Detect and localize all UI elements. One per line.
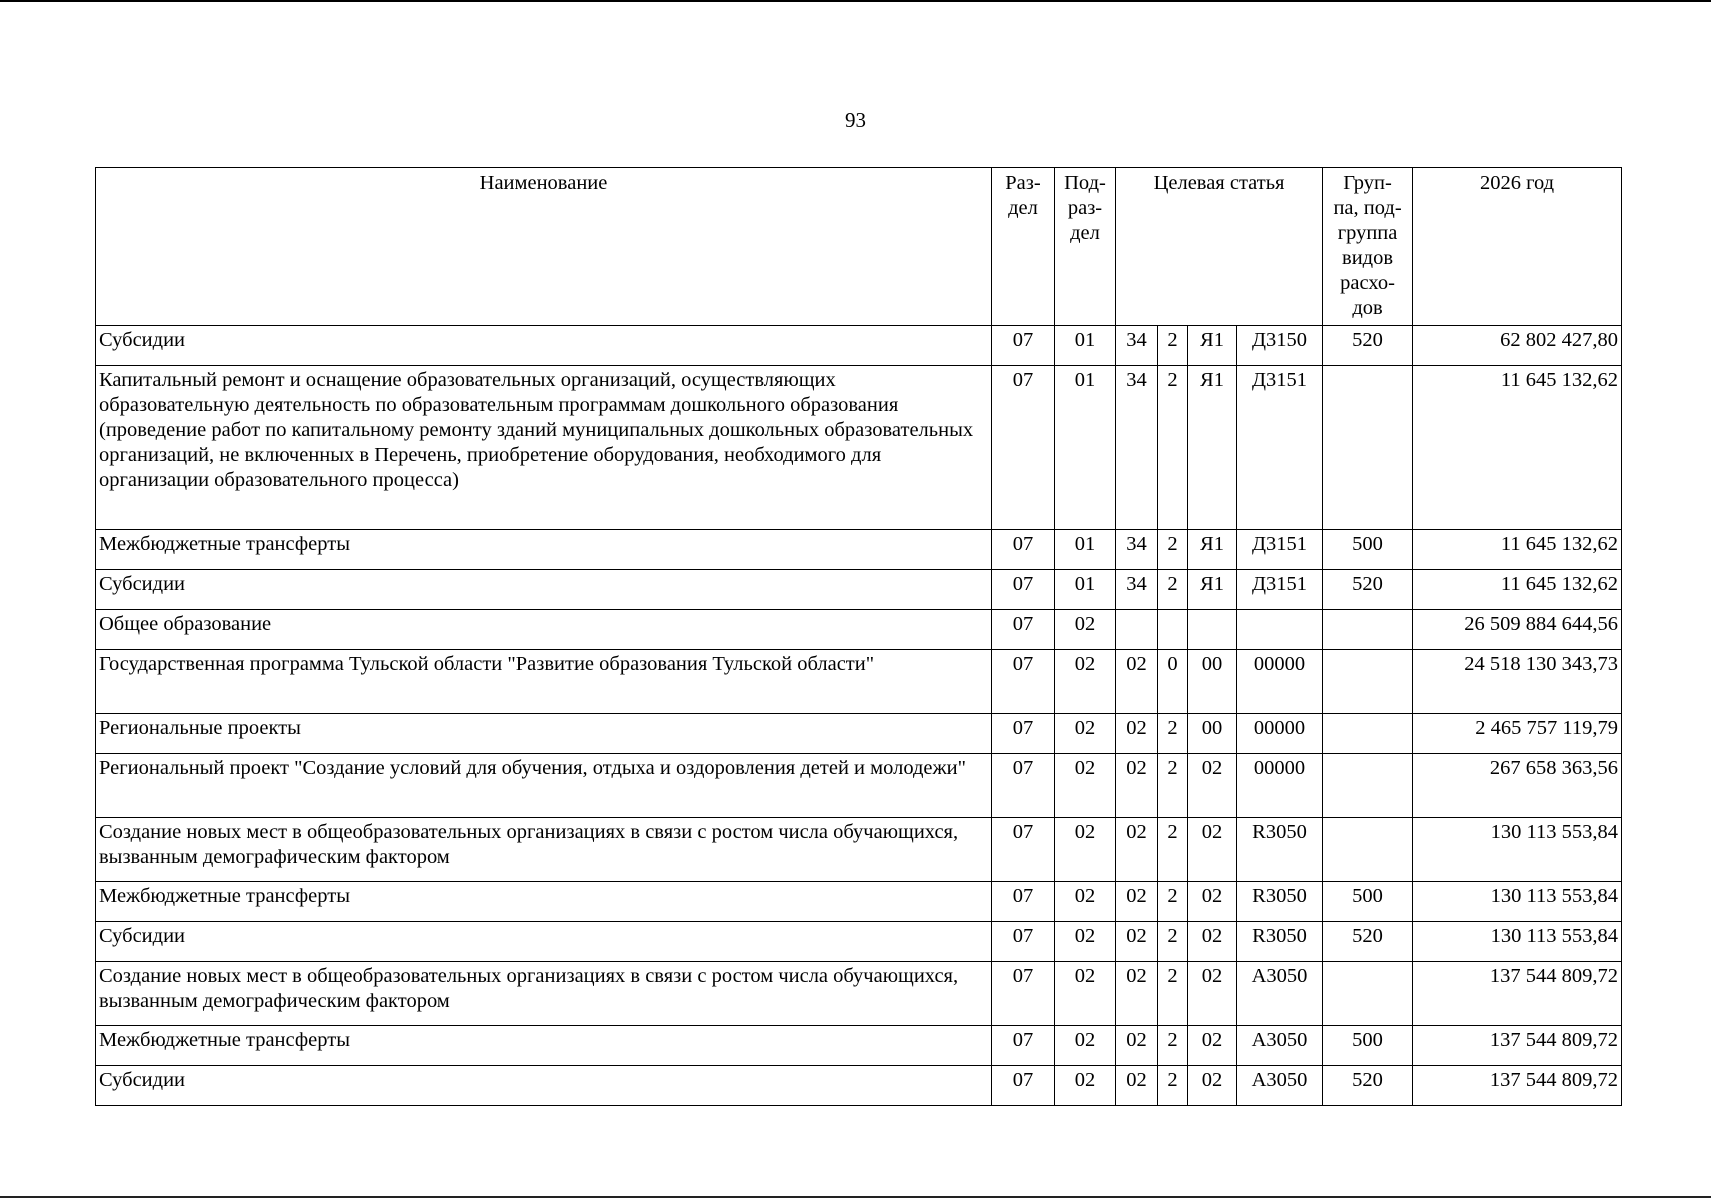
table-row [96,754,1622,818]
row-target-direction: 00 [1188,714,1237,754]
row-expense-group: 520 [1323,570,1413,610]
row-section: 07 [992,570,1055,610]
row-section: 07 [992,754,1055,818]
row-expense-group: 520 [1323,326,1413,366]
row-target-direction: Я1 [1188,570,1237,610]
header-subsection: Под- раз- дел [1055,168,1116,326]
table-row [96,962,1622,1026]
row-target-direction: 02 [1188,1066,1237,1106]
row-section: 07 [992,818,1055,882]
row-section: 07 [992,1026,1055,1066]
row-amount: 11 645 132,62 [1413,570,1622,610]
row-target-type: 2 [1158,326,1188,366]
row-subsection: 02 [1055,922,1116,962]
row-target-direction: 02 [1188,754,1237,818]
row-expense-group [1323,650,1413,714]
row-target-code: 00000 [1237,714,1323,754]
row-target-direction: 02 [1188,922,1237,962]
row-target-code: 00000 [1237,754,1323,818]
row-target-direction: Я1 [1188,326,1237,366]
row-amount: 62 802 427,80 [1413,326,1622,366]
table-row [96,366,1622,530]
row-amount: 130 113 553,84 [1413,922,1622,962]
table-row [96,326,1622,366]
row-target-direction: 02 [1188,962,1237,1026]
row-section: 07 [992,326,1055,366]
row-amount: 137 544 809,72 [1413,1026,1622,1066]
row-section: 07 [992,610,1055,650]
row-target-direction: Я1 [1188,366,1237,530]
row-subsection: 02 [1055,882,1116,922]
row-target-type: 2 [1158,366,1188,530]
row-target-type: 2 [1158,714,1188,754]
row-target-direction: 02 [1188,818,1237,882]
row-section: 07 [992,962,1055,1026]
row-subsection: 01 [1055,570,1116,610]
row-amount: 2 465 757 119,79 [1413,714,1622,754]
row-amount: 26 509 884 644,56 [1413,610,1622,650]
row-name: Субсидии [96,326,992,366]
row-target-code: Д3151 [1237,366,1323,530]
row-target-direction: Я1 [1188,530,1237,570]
row-subsection: 01 [1055,326,1116,366]
page-number: 93 [845,108,866,132]
row-section: 07 [992,922,1055,962]
row-target-code: А3050 [1237,962,1323,1026]
scan-edge-bottom [0,1196,1711,1198]
row-subsection: 01 [1055,366,1116,530]
row-subsection: 02 [1055,754,1116,818]
row-expense-group [1323,818,1413,882]
row-section: 07 [992,714,1055,754]
row-target-program: 02 [1116,650,1158,714]
row-section: 07 [992,530,1055,570]
header-expense-group: Груп- па, под- группа видов расхо- дов [1323,168,1413,326]
row-target-type: 2 [1158,962,1188,1026]
table-row [96,922,1622,962]
table-row [96,570,1622,610]
row-expense-group: 520 [1323,922,1413,962]
row-target-type: 2 [1158,818,1188,882]
row-target-direction: 02 [1188,1026,1237,1066]
row-target-type [1158,610,1188,650]
row-section: 07 [992,366,1055,530]
row-subsection: 02 [1055,1066,1116,1106]
header-name: Наименование [96,168,992,326]
row-target-program: 02 [1116,714,1158,754]
header-target-article: Целевая статья [1116,168,1323,326]
row-section: 07 [992,882,1055,922]
row-target-code: Д3150 [1237,326,1323,366]
row-target-type: 2 [1158,1026,1188,1066]
row-expense-group [1323,714,1413,754]
row-target-type: 0 [1158,650,1188,714]
row-subsection: 02 [1055,962,1116,1026]
row-expense-group: 500 [1323,530,1413,570]
row-target-program: 34 [1116,530,1158,570]
row-expense-group [1323,962,1413,1026]
row-section: 07 [992,650,1055,714]
row-target-code: R3050 [1237,818,1323,882]
row-subsection: 02 [1055,818,1116,882]
row-amount: 137 544 809,72 [1413,962,1622,1026]
row-amount: 130 113 553,84 [1413,882,1622,922]
row-target-program: 02 [1116,922,1158,962]
row-target-direction [1188,610,1237,650]
row-amount: 24 518 130 343,73 [1413,650,1622,714]
row-section: 07 [992,1066,1055,1106]
row-target-type: 2 [1158,882,1188,922]
header-row [96,168,1622,326]
row-target-direction: 02 [1188,882,1237,922]
header-section: Раз- дел [992,168,1055,326]
table-row [96,1026,1622,1066]
row-name: Капитальный ремонт и оснащение образовательных организаций, осуществляющих образовательную деятельность по образовательным программам дошкольного образования (проведение работ по капитальному ремонту зданий муниципальных дошкольных образовательных организаций, не включенных в Перечень, приобретение оборудования, необходимого для организации образовательного процесса) [96,366,992,530]
row-target-type: 2 [1158,530,1188,570]
row-subsection: 02 [1055,650,1116,714]
row-subsection: 02 [1055,714,1116,754]
table-row [96,714,1622,754]
row-target-code: Д3151 [1237,570,1323,610]
row-name: Субсидии [96,1066,992,1106]
row-target-code: R3050 [1237,922,1323,962]
row-expense-group: 520 [1323,1066,1413,1106]
table-row [96,610,1622,650]
row-name: Региональные проекты [96,714,992,754]
row-target-program [1116,610,1158,650]
header-year: 2026 год [1413,168,1622,326]
row-target-code: 00000 [1237,650,1323,714]
row-target-program: 02 [1116,1066,1158,1106]
row-subsection: 02 [1055,1026,1116,1066]
row-target-type: 2 [1158,922,1188,962]
row-expense-group: 500 [1323,1026,1413,1066]
row-target-code: R3050 [1237,882,1323,922]
row-name: Общее образование [96,610,992,650]
table-row [96,818,1622,882]
budget-table [95,167,1622,1106]
row-amount: 130 113 553,84 [1413,818,1622,882]
table-row [96,1066,1622,1106]
row-target-program: 34 [1116,366,1158,530]
row-expense-group [1323,610,1413,650]
row-expense-group [1323,366,1413,530]
row-name: Региональный проект "Создание условий для обучения, отдыха и оздоровления детей и молодежи" [96,754,992,818]
row-name: Субсидии [96,922,992,962]
row-target-type: 2 [1158,754,1188,818]
row-target-program: 34 [1116,326,1158,366]
row-amount: 11 645 132,62 [1413,530,1622,570]
row-target-program: 34 [1116,570,1158,610]
row-name: Создание новых мест в общеобразовательных организациях в связи с ростом числа обучающихся, вызванным демографическим фактором [96,818,992,882]
row-target-code [1237,610,1323,650]
row-amount: 11 645 132,62 [1413,366,1622,530]
row-target-program: 02 [1116,962,1158,1026]
row-target-direction: 00 [1188,650,1237,714]
row-target-program: 02 [1116,1026,1158,1066]
row-target-program: 02 [1116,818,1158,882]
row-target-program: 02 [1116,882,1158,922]
row-subsection: 02 [1055,610,1116,650]
table-row [96,530,1622,570]
row-subsection: 01 [1055,530,1116,570]
row-expense-group: 500 [1323,882,1413,922]
row-target-code: А3050 [1237,1026,1323,1066]
row-amount: 137 544 809,72 [1413,1066,1622,1106]
row-target-code: Д3151 [1237,530,1323,570]
scan-edge-top [0,0,1711,2]
row-target-program: 02 [1116,754,1158,818]
row-name: Государственная программа Тульской области "Развитие образования Тульской области" [96,650,992,714]
row-target-type: 2 [1158,570,1188,610]
row-amount: 267 658 363,56 [1413,754,1622,818]
row-target-code: А3050 [1237,1066,1323,1106]
row-name: Межбюджетные трансферты [96,1026,992,1066]
row-name: Межбюджетные трансферты [96,882,992,922]
row-name: Создание новых мест в общеобразовательных организациях в связи с ростом числа обучающихся, вызванным демографическим фактором [96,962,992,1026]
table-row [96,882,1622,922]
row-name: Субсидии [96,570,992,610]
row-name: Межбюджетные трансферты [96,530,992,570]
table-row [96,650,1622,714]
row-expense-group [1323,754,1413,818]
row-target-type: 2 [1158,1066,1188,1106]
